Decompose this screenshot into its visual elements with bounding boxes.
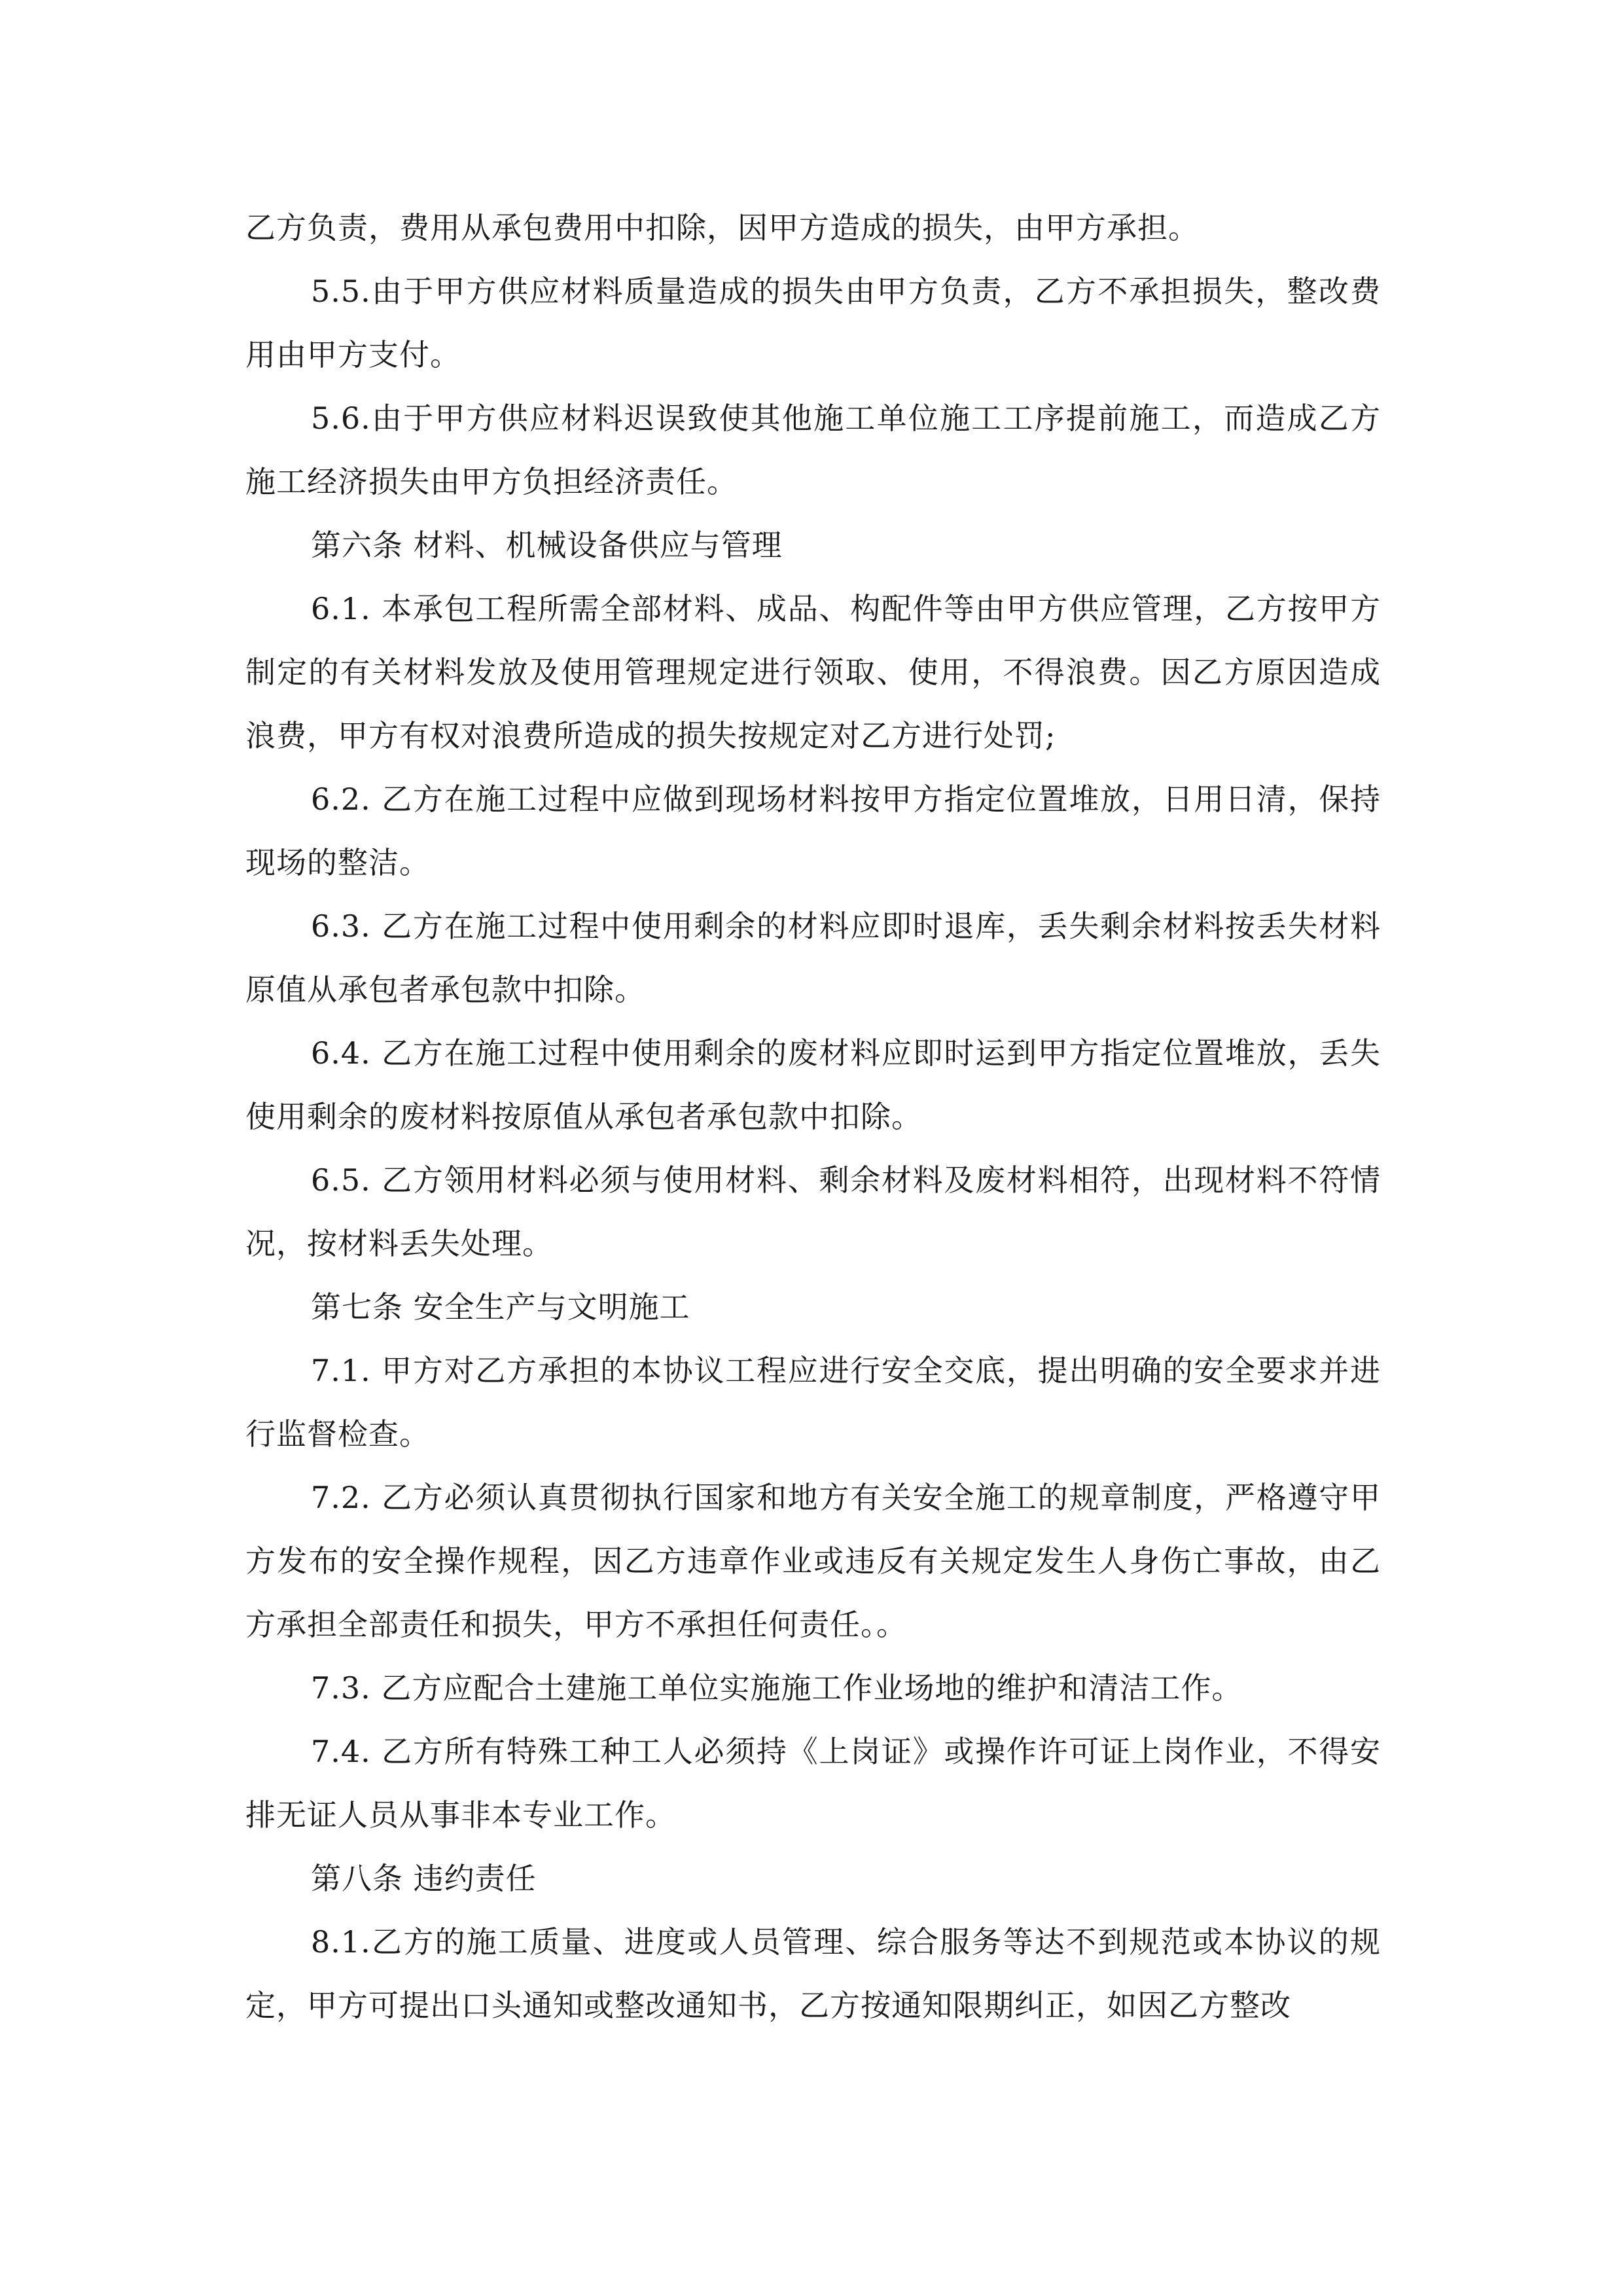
document-body: [245, 196, 1381, 2037]
paragraph-continuation: 乙方负责，费用从承包费用中扣除，因甲方造成的损失，由甲方承担。: [245, 210, 1199, 245]
article-7-heading: 第七条 安全生产与文明施工: [311, 1289, 690, 1325]
clause-5-6: 5.6.由于甲方供应材料迟误致使其他施工单位施工工序提前施工，而造成乙方施工经济损失由甲方负担经济责任。: [245, 401, 1381, 499]
clause-7-2: 7.2. 乙方必须认真贯彻执行国家和地方有关安全施工的规章制度，严格遵守甲方发布的安全操作规程，因乙方违章作业或违反有关规定发生人身伤亡事故，由乙方承担全部责任和损失，甲方不承担任何责任。。: [245, 1480, 1381, 1642]
clause-7-1: 7.1. 甲方对乙方承担的本协议工程应进行安全交底，提出明确的安全要求并进行监督检查。: [245, 1353, 1381, 1452]
clause-7-4: 7.4. 乙方所有特殊工种工人必须持《上岗证》或操作许可证上岗作业，不得安排无证人员从事非本专业工作。: [245, 1734, 1381, 1833]
clause-5-5: 5.5.由于甲方供应材料质量造成的损失由甲方负责，乙方不承担损失，整改费用由甲方支付。: [245, 274, 1381, 372]
clause-6-3: 6.3. 乙方在施工过程中使用剩余的材料应即时退库，丢失剩余材料按丢失材料原值从承包者承包款中扣除。: [245, 908, 1381, 1007]
article-8-heading: 第八条 违约责任: [311, 1861, 537, 1896]
clause-6-5: 6.5. 乙方领用材料必须与使用材料、剩余材料及废材料相符，出现材料不符情况，按材料丢失处理。: [245, 1162, 1381, 1261]
article-6-heading: 第六条 材料、机械设备供应与管理: [311, 528, 783, 563]
clause-6-2: 6.2. 乙方在施工过程中应做到现场材料按甲方指定位置堆放，日用日清，保持现场的整洁。: [245, 781, 1381, 880]
clause-7-3: 7.3. 乙方应配合土建施工单位实施施工作业场地的维护和清洁工作。: [311, 1670, 1243, 1706]
clause-6-4: 6.4. 乙方在施工过程中使用剩余的废材料应即时运到甲方指定位置堆放，丢失使用剩余的废材料按原值从承包者承包款中扣除。: [245, 1035, 1381, 1134]
clause-8-1: 8.1.乙方的施工质量、进度或人员管理、综合服务等达不到规范或本协议的规定，甲方可提出口头通知或整改通知书，乙方按通知限期纠正，如因乙方整改: [245, 1924, 1381, 2023]
clause-6-1: 6.1. 本承包工程所需全部材料、成品、构配件等由甲方供应管理，乙方按甲方制定的有关材料发放及使用管理规定进行领取、使用，不得浪费。因乙方原因造成浪费，甲方有权对浪费所造成的损失按规定对乙方进行处罚;: [245, 591, 1381, 753]
